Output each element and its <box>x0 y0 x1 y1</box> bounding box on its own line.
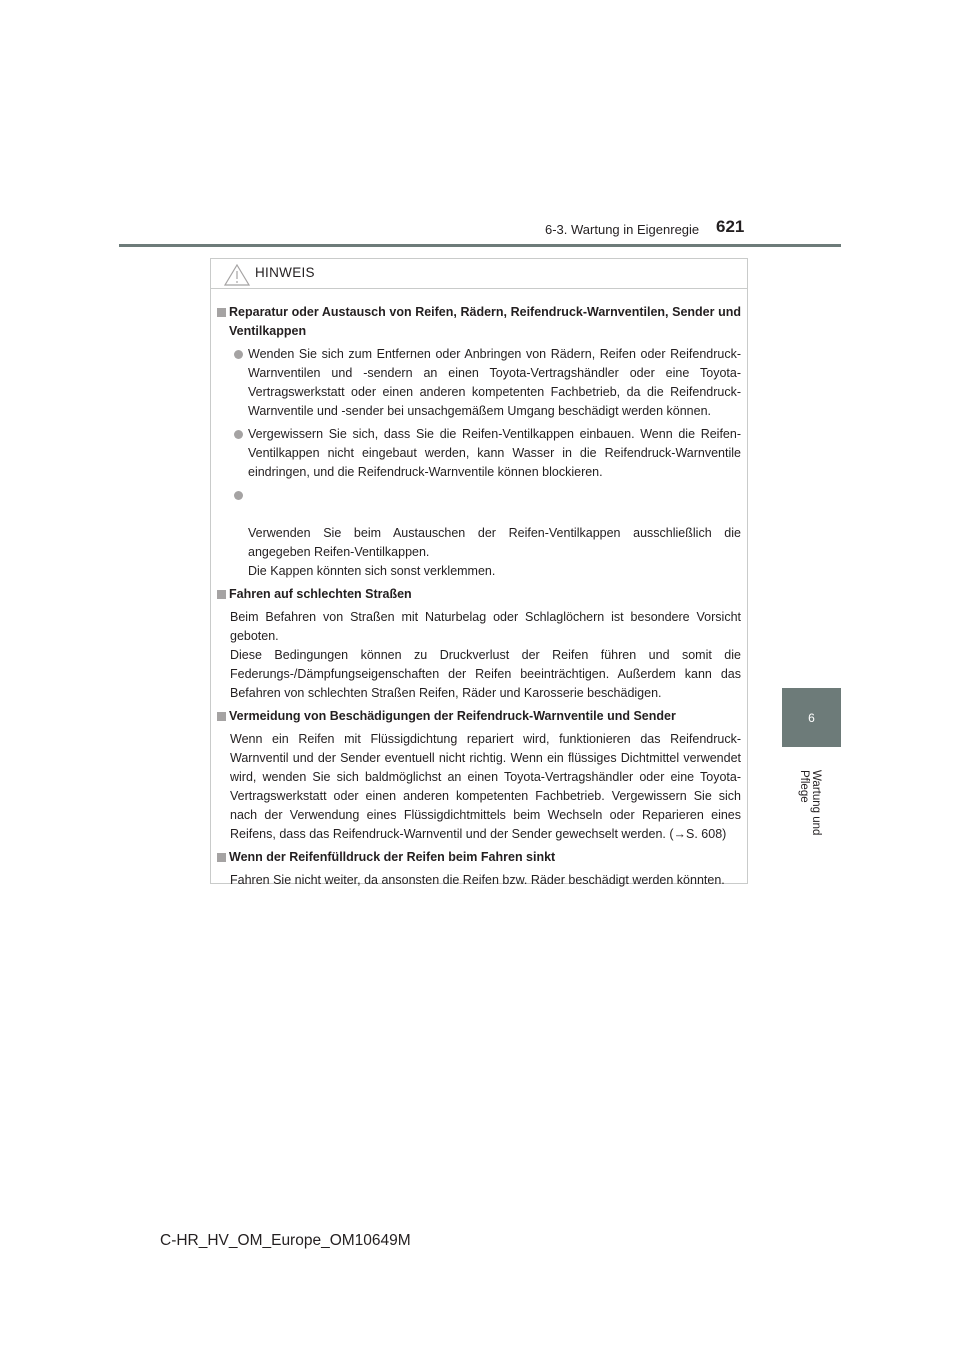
side-tab-number: 6 <box>782 688 841 747</box>
square-bullet-icon <box>217 590 226 599</box>
square-bullet-icon <box>217 712 226 721</box>
section-heading <box>217 848 741 867</box>
notice-body <box>211 289 747 890</box>
notice-box <box>210 258 748 887</box>
square-bullet-icon <box>217 308 226 317</box>
list-item-text: Verwenden Sie beim Austauschen der Reifen-Ventilkappen ausschließlich die angegeben Reifen-Ventilkappen. Die Kappen könnten sich sonst verklemmen. <box>248 526 741 578</box>
section-paragraph <box>217 730 741 844</box>
paragraph-text: Beim Befahren von Straßen mit Naturbelag oder Schlaglöchern ist besondere Vorsicht geboten. <box>230 610 741 643</box>
paragraph-text: Fahren Sie nicht weiter, da ansonsten die Reifen bzw. Räder beschädigt werden könnten. <box>230 873 725 887</box>
notice-header <box>211 259 747 289</box>
round-bullet-icon <box>234 491 243 500</box>
section-heading-text: Reparatur oder Austausch von Reifen, Rädern, Reifendruck-Warnventilen, Sender und Ventilkappen <box>229 305 741 338</box>
list-item <box>217 345 741 421</box>
section-paragraph <box>217 871 741 890</box>
list-item <box>217 425 741 482</box>
section-heading <box>217 303 741 341</box>
section-paragraph <box>217 608 741 703</box>
page-number: 621 <box>716 217 745 236</box>
list-item <box>217 486 741 581</box>
section-heading-text: Fahren auf schlechten Straßen <box>229 587 412 601</box>
section-heading <box>217 707 741 726</box>
header-section-title: 6-3. Wartung in Eigenregie <box>545 222 700 237</box>
section-heading-text: Wenn der Reifenfülldruck der Reifen beim Fahren sinkt <box>229 850 556 864</box>
round-bullet-icon <box>234 350 243 359</box>
footer-document-code: C-HR_HV_OM_Europe_OM10649M <box>160 1232 411 1249</box>
notice-title: HINWEIS <box>255 265 315 280</box>
square-bullet-icon <box>217 853 226 862</box>
section-heading-text: Vermeidung von Beschädigungen der Reifendruck-Warnventile und Sender <box>229 709 676 723</box>
round-bullet-icon <box>234 430 243 439</box>
list-item-text: Vergewissern Sie sich, dass Sie die Reifen-Ventilkappen einbauen. Wenn die Reifen-Ventilkappen nicht eingebaut werden, kann Wasser in die Reifendruck-Warnventile eindringen, und die Reifendruck-Warnventile können blockieren. <box>248 427 741 479</box>
header-rule <box>119 244 841 247</box>
list-item-text: Wenden Sie sich zum Entfernen oder Anbringen von Rädern, Reifen oder Reifendruck-Warnventilen und -sendern an einen Toyota-Vertragshändler oder eine Toyota-Vertragswerkstatt oder einen anderen kompetenten Fachbetrieb, da die Reifendruck-Warnventile und -sender bei unsachgemäßem Umgang beschädigt werden können. <box>248 347 741 418</box>
paragraph-text: Diese Bedingungen können zu Druckverlust der Reifen führen und somit die Federungs-/Dämpfungseigenschaften der Reifen beeinträchtigen. Außerdem kann das Befahren von schlechten Straßen Reifen, Räder und Karosserie beschädigen. <box>230 648 741 700</box>
warning-triangle-icon <box>224 264 250 286</box>
section-heading <box>217 585 741 604</box>
side-tab-title: Wartung und Pflege <box>798 770 822 836</box>
paragraph-text: Wenn ein Reifen mit Flüssigdichtung repariert wird, funktionieren das Reifendruck-Warnventil und der Sender eventuell nicht richtig. Wenn ein flüssiges Dichtmittel verwendet wird, wenden Sie sich baldmöglichst an einen Toyota-Vertragshändler oder eine Toyota-Vertragswerkstatt oder einen anderen kompetenten Fachbetrieb. Vergewissern Sie sich nach der Verwendung eines Flüssigdichtmittels beim Wechseln oder Reparieren eines Reifens, dass das Reifendruck-Warnventil und der Sender gewechselt werden. (→S. 608) <box>230 732 741 841</box>
